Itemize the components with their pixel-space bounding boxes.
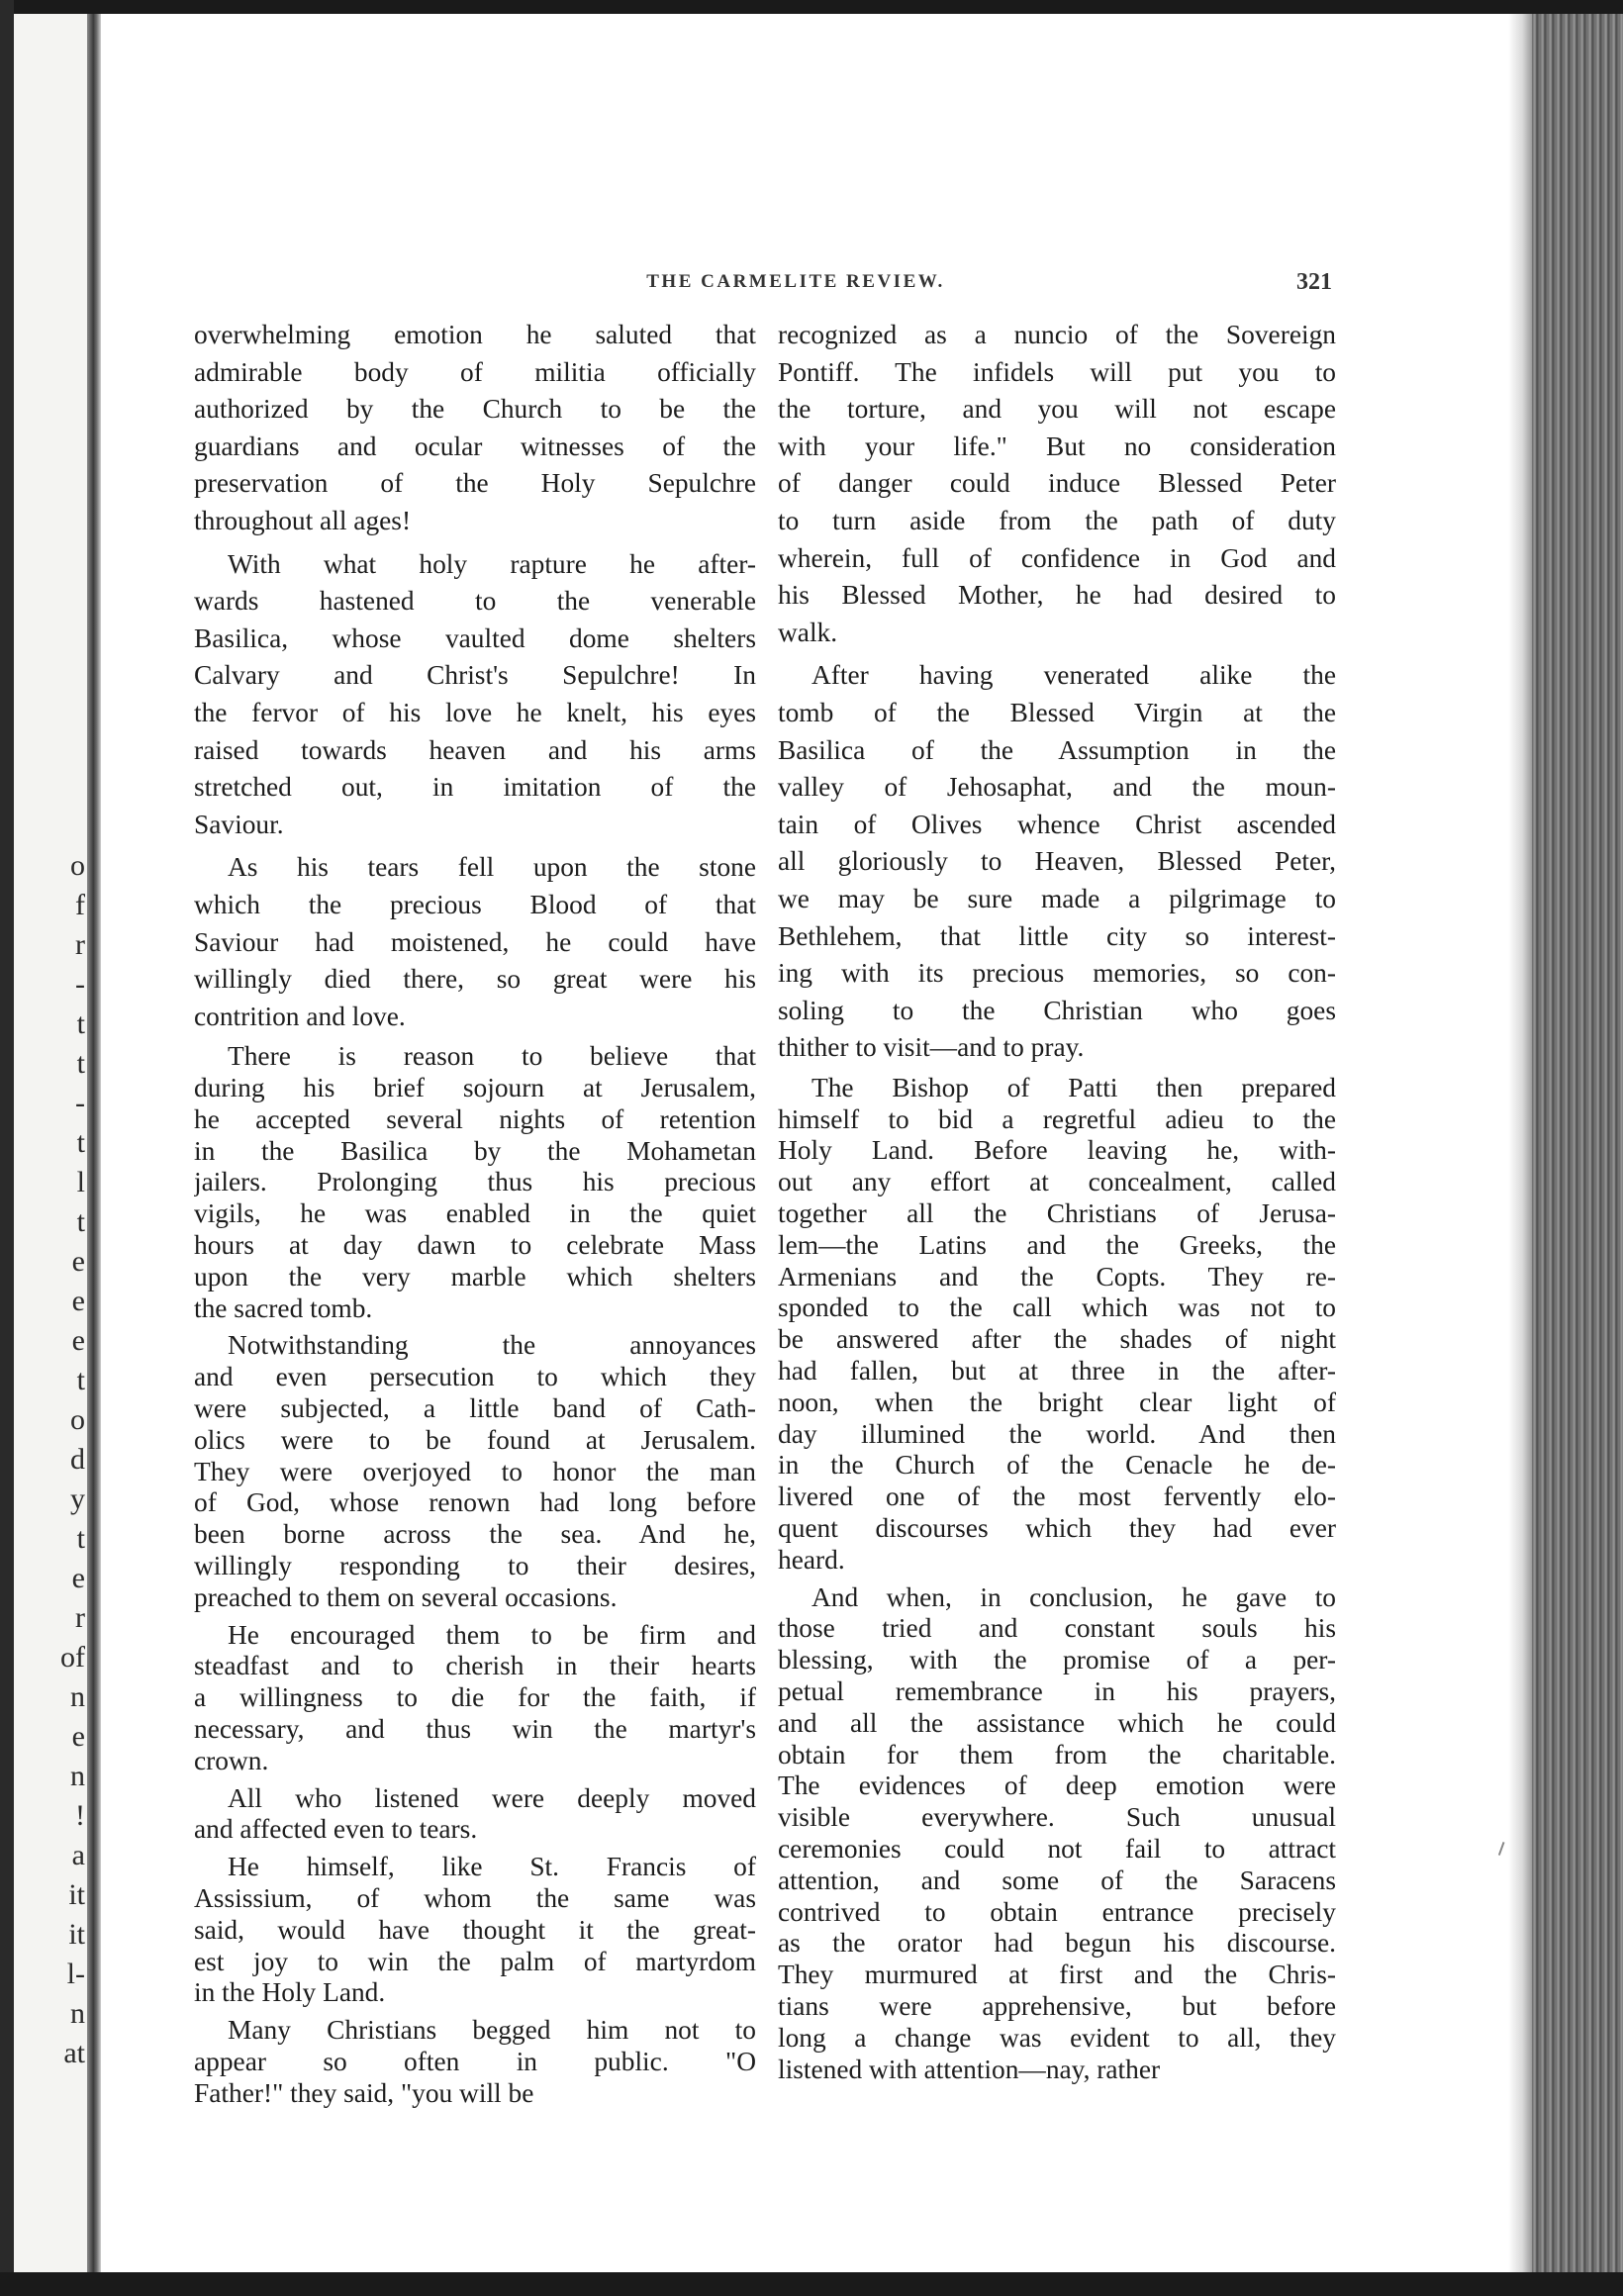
text-line: said, would have thought it the great- <box>194 1914 756 1945</box>
text-line: soling to the Christian who goes <box>778 995 1336 1025</box>
text-line: livered one of the most fervently elo- <box>778 1482 1336 1512</box>
text-line: in the Basilica by the Mohametan <box>194 1135 756 1166</box>
text-line: preached to them on several occasions. <box>194 1581 618 1612</box>
paragraph <box>194 2009 756 2109</box>
text-line: petual remembrance in his prayers, <box>778 1676 1336 1707</box>
text-line: appear so often in public. "O <box>194 2046 756 2076</box>
text-line: authorized by the Church to be the <box>194 394 756 425</box>
text-line: of danger could induce Blessed Peter <box>778 468 1336 499</box>
facing-page-fragment: o <box>70 1403 85 1436</box>
paragraph <box>194 843 756 1035</box>
facing-page-fragment: n <box>70 1760 85 1792</box>
text-line: with your life." But no consideration <box>778 430 1336 461</box>
text-line: Saviour. <box>194 809 284 839</box>
facing-page-fragment: y <box>70 1483 85 1515</box>
text-line: and all the assistance which he could <box>778 1707 1336 1738</box>
facing-page-fragment: t <box>76 1047 85 1080</box>
text-line: of God, whose renown had long before <box>194 1487 756 1518</box>
facing-page-fragment: t <box>76 1205 85 1238</box>
scan-border-bottom <box>0 2272 1623 2296</box>
facing-page-fragment: d <box>70 1443 85 1476</box>
text-line: They were overjoyed to honor the man <box>194 1456 756 1486</box>
facing-page-fragment: e <box>71 1562 85 1594</box>
facing-page-fragment: o <box>70 849 85 882</box>
text-line: willingly died there, so great were his <box>194 964 756 995</box>
text-line: during his brief sojourn at Jerusalem, <box>194 1073 756 1103</box>
facing-page-fragment: of <box>60 1641 85 1674</box>
text-line: Holy Land. Before leaving he, with- <box>778 1135 1336 1166</box>
text-line: walk. <box>778 617 838 647</box>
text-line: thither to visit—and to pray. <box>778 1032 1085 1063</box>
running-head: THE CARMELITE REVIEW. <box>646 271 945 292</box>
facing-page-fragment: - <box>75 968 85 1001</box>
text-line: tians were apprehensive, but before <box>778 1990 1336 2021</box>
facing-page-fragment: it <box>68 1918 85 1951</box>
facing-page-fragment: e <box>71 1245 85 1278</box>
paragraph <box>778 1577 1336 2086</box>
text-line: wherein, full of confidence in God and <box>778 542 1336 573</box>
text-line: obtain for them from the charitable. <box>778 1739 1336 1770</box>
scan-border-top <box>0 0 1623 14</box>
text-line: visible everywhere. Such unusual <box>778 1802 1336 1833</box>
text-line: admirable body of militia officially <box>194 356 756 387</box>
text-line: been borne across the sea. And he, <box>194 1519 756 1550</box>
facing-page-fragment: - <box>75 1087 85 1119</box>
facing-page-fragment: ! <box>75 1799 85 1832</box>
text-line: Calvary and Christ's Sepulchre! In <box>194 660 756 691</box>
facing-page-fragment: n <box>70 1997 85 2030</box>
facing-page-fragment: t <box>76 1522 85 1555</box>
text-line: to turn aside from the path of duty <box>778 505 1336 535</box>
text-line: contrived to obtain entrance precisely <box>778 1896 1336 1927</box>
text-line: crown. <box>194 1745 269 1775</box>
text-line: guardians and ocular witnesses of the <box>194 430 756 461</box>
text-line: attention, and some of the Saracens <box>778 1865 1336 1895</box>
text-line: As his tears fell upon the stone <box>228 852 756 883</box>
text-line: He encouraged them to be firm and <box>228 1619 756 1650</box>
text-line: which the precious Blood of that <box>194 889 756 919</box>
text-line: throughout all ages! <box>194 505 412 535</box>
text-line: himself to bid a regretful adieu to the <box>778 1103 1336 1134</box>
text-line: all gloriously to Heaven, Blessed Peter, <box>778 846 1336 877</box>
text-line: the sacred tomb. <box>194 1292 373 1323</box>
text-line: sponded to the call which was not to <box>778 1292 1336 1323</box>
scan-border-left <box>0 0 14 2296</box>
text-line: est joy to win the palm of martyrdom <box>194 1946 756 1976</box>
text-line: preservation of the Holy Sepulchre <box>194 468 756 499</box>
text-line: overwhelming emotion he saluted that <box>194 320 756 349</box>
text-line: his Blessed Mother, he had desired to <box>778 580 1336 611</box>
page-edge-shadow <box>1508 14 1532 2272</box>
text-line: There is reason to believe that <box>228 1041 756 1072</box>
text-line: had fallen, but at three in the after- <box>778 1356 1336 1387</box>
text-line: Basilica, whose vaulted dome shelters <box>194 622 756 653</box>
text-line: With what holy rapture he after- <box>228 548 756 579</box>
text-line: Many Christians begged him not to <box>228 2015 756 2046</box>
text-line: in the Church of the Cenacle he de- <box>778 1450 1336 1481</box>
text-line: as the orator had begun his discourse. <box>778 1928 1336 1959</box>
facing-page-text-fragments <box>14 851 85 2088</box>
text-line: listened with attention—nay, rather <box>778 2054 1161 2084</box>
text-line: Basilica of the Assumption in the <box>778 734 1336 765</box>
text-line: those tried and constant souls his <box>778 1613 1336 1644</box>
text-line: ceremonies could not fail to attract <box>778 1834 1336 1864</box>
text-line: a willingness to die for the faith, if <box>194 1682 756 1713</box>
text-line: Pontiff. The infidels will put you to <box>778 356 1336 387</box>
text-line: day illumined the world. And then <box>778 1418 1336 1449</box>
text-line: raised towards heaven and his arms <box>194 734 756 765</box>
text-line: Notwithstanding the annoyances <box>228 1330 756 1361</box>
text-line: noon, when the bright clear light of <box>778 1387 1336 1417</box>
paragraph <box>194 1035 756 1324</box>
facing-page-fragment: e <box>71 1324 85 1357</box>
paragraph <box>194 1324 756 1613</box>
book-edge <box>1532 14 1623 2272</box>
text-line: The evidences of deep emotion were <box>778 1770 1336 1801</box>
text-line: quent discourses which they had ever <box>778 1513 1336 1544</box>
text-line: Father!" they said, "you will be <box>194 2077 534 2108</box>
text-line: They murmured at first and the Chris- <box>778 1960 1336 1990</box>
text-line: we may be sure made a pilgrimage to <box>778 883 1336 913</box>
text-line: All who listened were deeply moved <box>228 1782 756 1813</box>
text-line: willingly responding to their desires, <box>194 1551 756 1581</box>
text-line: blessing, with the promise of a per- <box>778 1645 1336 1675</box>
text-line: heard. <box>778 1544 845 1575</box>
text-line: in the Holy Land. <box>194 1977 386 2008</box>
text-line: The Bishop of Patti then prepared <box>812 1072 1336 1102</box>
text-line: ing with its precious memories, so con- <box>778 958 1336 989</box>
text-line: the fervor of his love he knelt, his eyes <box>194 697 756 727</box>
facing-page-fragment: t <box>76 1126 85 1159</box>
text-line: stretched out, in imitation of the <box>194 772 756 803</box>
facing-page-fragment: t <box>76 1364 85 1396</box>
text-line: the torture, and you will not escape <box>778 394 1336 425</box>
facing-page-fragment: at <box>63 2037 85 2069</box>
left-column <box>194 317 756 2110</box>
text-line: tain of Olives whence Christ ascended <box>778 809 1336 839</box>
text-line: out any effort at concealment, called <box>778 1167 1336 1197</box>
facing-page-fragment: e <box>71 1720 85 1753</box>
text-line: Assissium, of whom the same was <box>194 1883 756 1913</box>
text-line: Saviour had moistened, he could have <box>194 926 756 957</box>
text-line: After having venerated alike the <box>812 660 1336 691</box>
text-line: tomb of the Blessed Virgin at the <box>778 697 1336 727</box>
text-line: contrition and love. <box>194 1001 406 1031</box>
text-line: valley of Jehosaphat, and the moun- <box>778 772 1336 803</box>
paragraph <box>194 317 756 540</box>
text-line: hours at day dawn to celebrate Mass <box>194 1230 756 1261</box>
text-line: vigils, he was enabled in the quiet <box>194 1198 756 1229</box>
text-line: steadfast and to cherish in their hearts <box>194 1651 756 1681</box>
facing-page-fragment: r <box>75 928 85 961</box>
text-line: and even persecution to which they <box>194 1362 756 1392</box>
text-line: Bethlehem, that little city so interest- <box>778 920 1336 951</box>
page-number: 321 <box>1296 269 1332 295</box>
facing-page-fragment: l- <box>66 1958 85 1990</box>
text-line: recognized as a nuncio of the Sovereign <box>778 320 1336 349</box>
paragraph <box>778 317 1336 651</box>
text-line: be answered after the shades of night <box>778 1324 1336 1355</box>
text-line: necessary, and thus win the martyr's <box>194 1714 756 1745</box>
paragraph <box>778 651 1336 1067</box>
text-line: together all the Christians of Jerusa- <box>778 1198 1336 1229</box>
text-line: were subjected, a little band of Cath- <box>194 1393 756 1424</box>
right-column <box>778 317 1336 2085</box>
text-line: lem—the Latins and the Greeks, the <box>778 1229 1336 1260</box>
paragraph <box>194 1846 756 2009</box>
text-line: wards hastened to the venerable <box>194 586 756 617</box>
facing-page-fragment: e <box>71 1285 85 1317</box>
paragraph <box>194 1777 756 1847</box>
text-line: He himself, like St. Francis of <box>228 1852 756 1882</box>
text-line: long a change was evident to all, they <box>778 2022 1336 2053</box>
paragraph <box>778 1067 1336 1577</box>
facing-page-fragment: a <box>71 1839 85 1871</box>
text-line: And when, in conclusion, he gave to <box>812 1581 1336 1612</box>
text-line: Armenians and the Copts. They re- <box>778 1261 1336 1292</box>
text-line: olics were to be found at Jerusalem. <box>194 1424 756 1455</box>
text-line: jailers. Prolonging thus his precious <box>194 1167 756 1197</box>
facing-page-fragment: f <box>75 889 85 921</box>
facing-page-fragment: r <box>75 1601 85 1634</box>
facing-page-fragment: l <box>76 1166 85 1198</box>
facing-page-fragment: t <box>76 1007 85 1040</box>
facing-page-fragment: it <box>68 1878 85 1911</box>
paragraph <box>194 540 756 844</box>
text-line: and affected even to tears. <box>194 1814 478 1845</box>
paragraph <box>194 1614 756 1777</box>
book-gutter <box>87 14 101 2272</box>
text-line: upon the very marble which shelters <box>194 1261 756 1292</box>
facing-page-fragment: n <box>70 1680 85 1713</box>
text-line: he accepted several nights of retention <box>194 1103 756 1134</box>
